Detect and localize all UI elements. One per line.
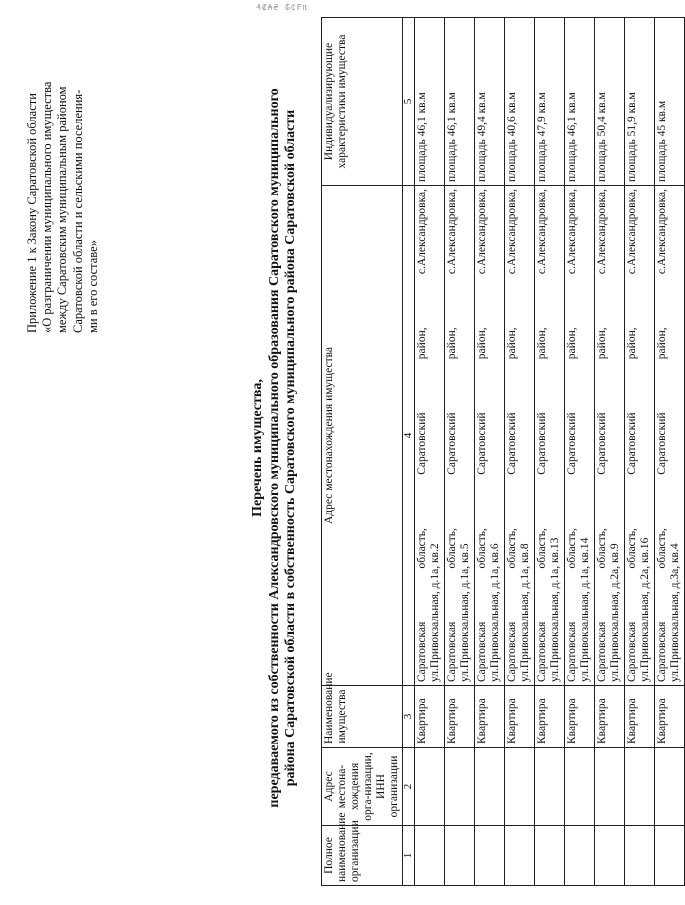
- cell-characteristics: площадь 47,9 кв.м: [535, 18, 565, 186]
- appendix-line: ми в его составе»: [85, 240, 100, 333]
- table-row: [565, 18, 595, 886]
- cell-property-address: [565, 186, 595, 686]
- cell-property-address: [535, 186, 565, 686]
- appendix-line: между Саратовским муниципальным районом: [55, 86, 70, 333]
- address-line: Саратовская область, Саратовский район, с.Александровка,: [416, 189, 428, 682]
- table-row: [445, 18, 475, 886]
- address-line: ул.Привокзальная, д.1а, кв.8: [519, 543, 531, 682]
- appendix-note: [25, 33, 101, 333]
- table-row: [475, 18, 505, 886]
- cell-org-name: [625, 826, 655, 886]
- column-number-row: [403, 18, 415, 886]
- header-org-name: Полное наименование организации: [322, 826, 403, 886]
- appendix-line: Приложение 1 к Закону Саратовской области: [25, 93, 39, 333]
- cell-org-name: [565, 826, 595, 886]
- address-line: Саратовская область, Саратовский район, с.Александровка,: [506, 189, 518, 682]
- cell-org-name: [535, 826, 565, 886]
- header-org-address: Адрес местона-хождения орга-низации, ИНН организации: [322, 748, 403, 826]
- cell-property-name: Квартира: [535, 686, 565, 748]
- address-line: ул.Привокзальная, д.2а, кв.9: [609, 543, 621, 682]
- cell-org-name: [505, 826, 535, 886]
- cell-org-name: [415, 826, 445, 886]
- column-number: 1: [403, 826, 415, 886]
- cell-org-name: [655, 826, 685, 886]
- address-line: Саратовская область, Саратовский район, с.Александровка,: [656, 189, 668, 682]
- table-row: [625, 18, 655, 886]
- title-line: передаваемого из собственности Александровского муниципального образования Саратовского муниципального: [266, 88, 282, 808]
- header-property-name: Наименование имущества: [322, 686, 403, 748]
- cell-property-address: [655, 186, 685, 686]
- property-table: [321, 17, 685, 886]
- cell-characteristics: площадь 45 кв.м: [655, 18, 685, 186]
- table-row: [535, 18, 565, 886]
- document-page: [20, 8, 681, 888]
- table-row: [655, 18, 685, 886]
- cell-property-address: [595, 186, 625, 686]
- table-row: [595, 18, 625, 886]
- cell-org-address: [595, 748, 625, 826]
- address-line: ул.Привокзальная, д.3а, кв.4: [669, 543, 681, 682]
- table-row: [415, 18, 445, 886]
- cell-characteristics: площадь 50,4 кв.м: [595, 18, 625, 186]
- cell-property-name: Квартира: [565, 686, 595, 748]
- address-line: ул.Привокзальная, д.1а, кв.13: [549, 537, 561, 682]
- cell-org-address: [625, 748, 655, 826]
- title-line: района Саратовской области в собственность Саратовского муниципального района Саратовской области: [283, 109, 298, 787]
- address-line: Саратовская область, Саратовский район, с.Александровка,: [626, 189, 638, 682]
- column-number: 5: [403, 18, 415, 186]
- address-line: Саратовская область, Саратовский район, с.Александровка,: [446, 189, 458, 682]
- header-characteristics: Индивидуализирующие характеристики имущества: [322, 18, 403, 186]
- cell-characteristics: площадь 46,1 кв.м: [415, 18, 445, 186]
- cell-org-name: [475, 826, 505, 886]
- cell-characteristics: площадь 51,9 кв.м: [625, 18, 655, 186]
- cell-org-address: [565, 748, 595, 826]
- cell-org-name: [595, 826, 625, 886]
- address-line: Саратовская область, Саратовский район, с.Александровка,: [566, 189, 578, 682]
- cell-org-name: [445, 826, 475, 886]
- cell-org-address: [475, 748, 505, 826]
- cell-property-name: Квартира: [595, 686, 625, 748]
- address-line: ул.Привокзальная, д.1а, кв.5: [459, 543, 471, 682]
- cell-property-address: [625, 186, 655, 686]
- cell-property-name: Квартира: [475, 686, 505, 748]
- cell-org-address: [445, 748, 475, 826]
- cell-property-name: Квартира: [655, 686, 685, 748]
- cell-property-address: [475, 186, 505, 686]
- cell-characteristics: площадь 40,6 кв.м: [505, 18, 535, 186]
- cell-org-address: [655, 748, 685, 826]
- cell-property-name: Квартира: [415, 686, 445, 748]
- address-line: ул.Привокзальная, д.1а, кв.2: [429, 543, 441, 682]
- cell-property-address: [415, 186, 445, 686]
- address-line: Саратовская область, Саратовский район, с.Александровка,: [476, 189, 488, 682]
- document-title: [250, 8, 300, 888]
- scan-stamp-top: ₰₡₳₴ ₲₵₣₶: [256, 3, 309, 12]
- cell-property-address: [445, 186, 475, 686]
- header-property-address: Адрес местонахождения имущества: [322, 186, 403, 686]
- column-number: 2: [403, 748, 415, 826]
- cell-property-name: Квартира: [625, 686, 655, 748]
- cell-org-address: [535, 748, 565, 826]
- cell-characteristics: площадь 46,1 кв.м: [445, 18, 475, 186]
- address-line: ул.Привокзальная, д.2а, кв.16: [639, 537, 651, 682]
- cell-property-name: Квартира: [445, 686, 475, 748]
- cell-characteristics: площадь 46,1 кв.м: [565, 18, 595, 186]
- address-line: ул.Привокзальная, д.1а, кв.14: [579, 537, 591, 682]
- address-line: Саратовская область, Саратовский район, с.Александровка,: [596, 189, 608, 682]
- address-line: Саратовская область, Саратовский район, с.Александровка,: [536, 189, 548, 682]
- cell-org-address: [415, 748, 445, 826]
- column-number: 3: [403, 686, 415, 748]
- appendix-line: Саратовской области и сельскими поселения-: [70, 89, 85, 333]
- cell-property-address: [505, 186, 535, 686]
- table-header-row: [322, 18, 403, 886]
- column-number: 4: [403, 186, 415, 686]
- address-line: ул.Привокзальная, д.1а, кв.6: [489, 543, 501, 682]
- cell-org-address: [505, 748, 535, 826]
- appendix-line: «О разграничении муниципального имущества: [40, 81, 55, 333]
- table-row: [505, 18, 535, 886]
- title-line: Перечень имущества,: [250, 379, 265, 517]
- cell-characteristics: площадь 49,4 кв.м: [475, 18, 505, 186]
- cell-property-name: Квартира: [505, 686, 535, 748]
